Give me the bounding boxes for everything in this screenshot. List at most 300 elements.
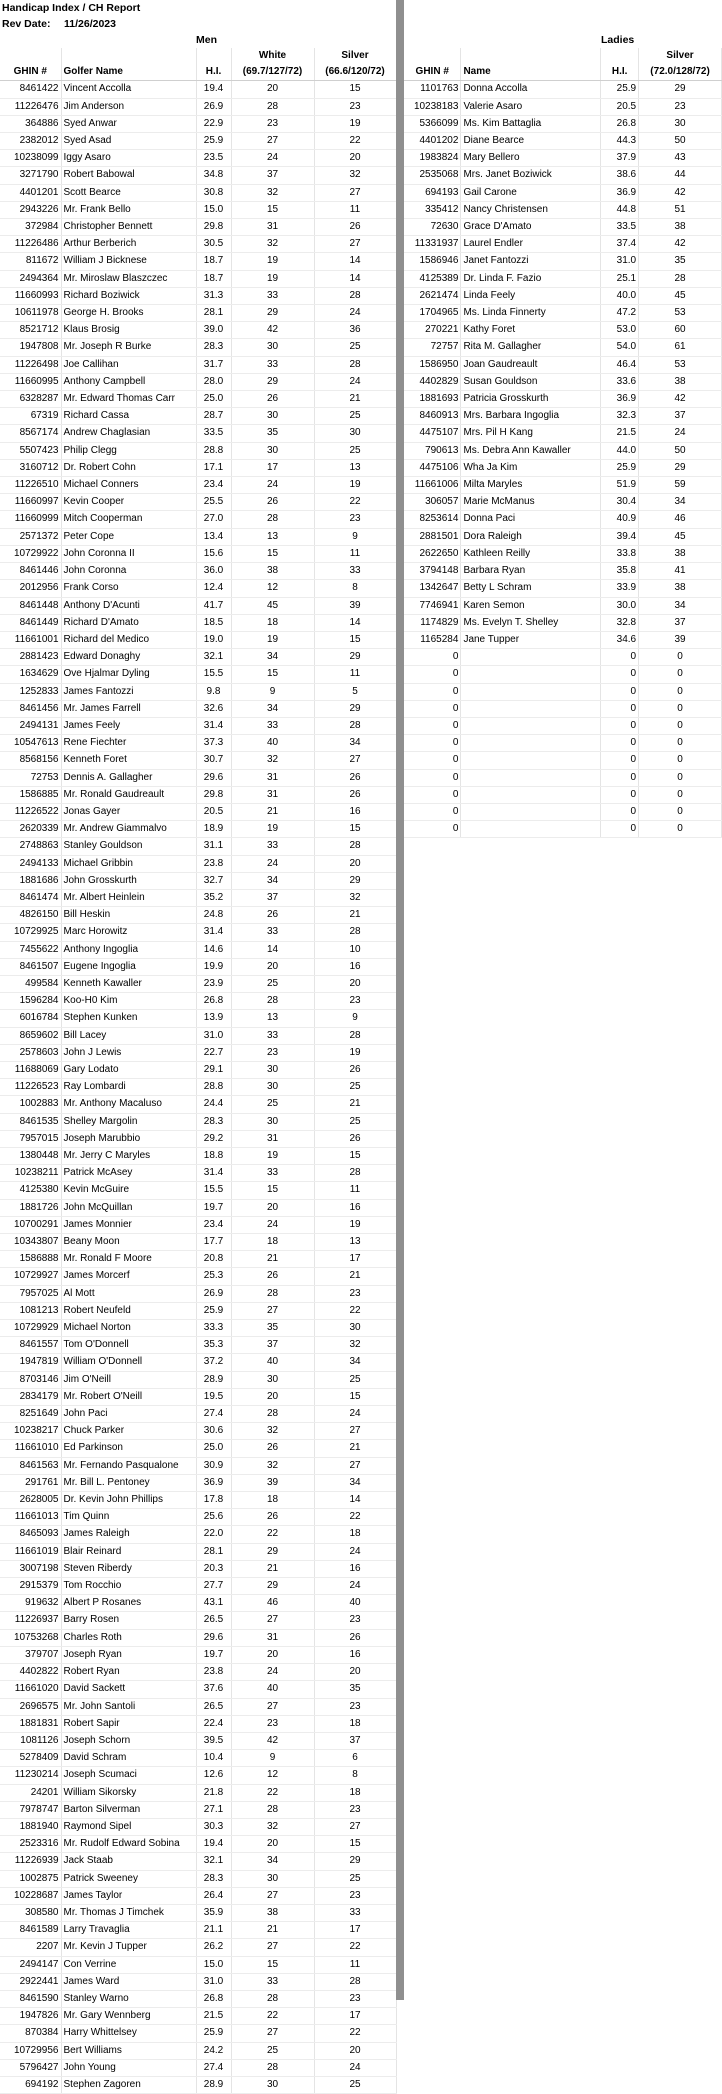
men-row bbox=[0, 580, 396, 597]
men-white-ch-cell: 26 bbox=[231, 1268, 314, 1285]
ladies-row bbox=[404, 631, 722, 648]
men-ghin-cell: 1586885 bbox=[0, 786, 61, 803]
ladies-ghin-cell: 8460913 bbox=[404, 408, 461, 425]
ladies-row bbox=[404, 115, 722, 132]
men-hi-cell: 23.8 bbox=[196, 855, 231, 872]
men-name-cell: James Taylor bbox=[61, 1887, 196, 1904]
men-name-cell: Dennis A. Gallagher bbox=[61, 769, 196, 786]
men-white-ch-cell: 29 bbox=[231, 373, 314, 390]
men-white-ch-cell: 20 bbox=[231, 1388, 314, 1405]
ladies-ghin-cell: 0 bbox=[404, 769, 461, 786]
men-name-cell: Con Verrine bbox=[61, 1956, 196, 1973]
men-silver-ch-cell: 28 bbox=[314, 356, 396, 373]
men-white-ch-cell: 39 bbox=[231, 1474, 314, 1491]
men-hi-cell: 33.3 bbox=[196, 1320, 231, 1337]
men-hi-cell: 29.8 bbox=[196, 786, 231, 803]
ladies-ghin-cell: 0 bbox=[404, 821, 461, 838]
ladies-hi-cell: 44.3 bbox=[601, 133, 639, 150]
men-row bbox=[0, 1199, 396, 1216]
ladies-hi-cell: 33.8 bbox=[601, 545, 639, 562]
men-silver-ch-cell: 23 bbox=[314, 1612, 396, 1629]
men-silver-ch-cell: 9 bbox=[314, 528, 396, 545]
ladies-row bbox=[404, 649, 722, 666]
men-white-ch-cell: 26 bbox=[231, 907, 314, 924]
men-hi-cell: 28.9 bbox=[196, 2076, 231, 2093]
men-silver-ch-cell: 30 bbox=[314, 1320, 396, 1337]
ladies-hi-cell: 38.6 bbox=[601, 167, 639, 184]
men-ghin-cell: 4826150 bbox=[0, 907, 61, 924]
men-row bbox=[0, 1406, 396, 1423]
ladies-row bbox=[404, 408, 722, 425]
men-silver-ch-cell: 28 bbox=[314, 717, 396, 734]
men-row bbox=[0, 1457, 396, 1474]
men-name-cell: Stephen Kunken bbox=[61, 1010, 196, 1027]
ladies-row bbox=[404, 391, 722, 408]
men-row bbox=[0, 855, 396, 872]
ladies-ghin-cell: 790613 bbox=[404, 442, 461, 459]
men-silver-ch-cell: 29 bbox=[314, 872, 396, 889]
men-hi-cell: 14.6 bbox=[196, 941, 231, 958]
men-white-ch-cell: 30 bbox=[231, 1061, 314, 1078]
men-row bbox=[0, 1061, 396, 1078]
men-white-ch-cell: 31 bbox=[231, 769, 314, 786]
ladies-hi-cell: 25.1 bbox=[601, 270, 639, 287]
ladies-silver-ch-cell: 42 bbox=[639, 184, 722, 201]
men-silver-ch-cell: 34 bbox=[314, 735, 396, 752]
men-silver-ch-cell: 15 bbox=[314, 81, 396, 98]
men-white-ch-cell: 33 bbox=[231, 838, 314, 855]
men-name-cell: Steven Riberdy bbox=[61, 1560, 196, 1577]
men-row bbox=[0, 838, 396, 855]
men-white-ch-cell: 30 bbox=[231, 1870, 314, 1887]
men-white-ch-cell: 24 bbox=[231, 1216, 314, 1233]
men-silver-ch-cell: 13 bbox=[314, 1234, 396, 1251]
ladies-row bbox=[404, 81, 722, 98]
ladies-hi-cell: 21.5 bbox=[601, 425, 639, 442]
men-hi-cell: 28.8 bbox=[196, 1079, 231, 1096]
men-hi-cell: 19.4 bbox=[196, 1836, 231, 1853]
ladies-ghin-cell: 8253614 bbox=[404, 511, 461, 528]
men-silver-ch-cell: 28 bbox=[314, 1027, 396, 1044]
men-name-cell: Dr. Robert Cohn bbox=[61, 459, 196, 476]
men-name-cell: Mr. Andrew Giammalvo bbox=[61, 821, 196, 838]
men-hi-cell: 17.7 bbox=[196, 1234, 231, 1251]
men-white-ch-cell: 38 bbox=[231, 1904, 314, 1921]
ladies-name-cell: Milta Maryles bbox=[461, 477, 601, 494]
men-hi-cell: 24.8 bbox=[196, 907, 231, 924]
men-row bbox=[0, 322, 396, 339]
men-hi-cell: 23.5 bbox=[196, 150, 231, 167]
ladies-row bbox=[404, 752, 722, 769]
ladies-row bbox=[404, 769, 722, 786]
men-row bbox=[0, 1113, 396, 1130]
ladies-name-cell: Ms. Linda Finnerty bbox=[461, 305, 601, 322]
men-name-cell: Robert Ryan bbox=[61, 1664, 196, 1681]
men-white-ch-cell: 37 bbox=[231, 1337, 314, 1354]
ladies-row bbox=[404, 167, 722, 184]
men-white-ch-cell: 19 bbox=[231, 253, 314, 270]
men-name-cell: Mr. Edward Thomas Carr bbox=[61, 391, 196, 408]
men-row bbox=[0, 408, 396, 425]
men-white-ch-cell: 25 bbox=[231, 975, 314, 992]
men-name-cell: John McQuillan bbox=[61, 1199, 196, 1216]
men-hi-cell: 24.4 bbox=[196, 1096, 231, 1113]
men-silver-ch-cell: 15 bbox=[314, 631, 396, 648]
men-row bbox=[0, 821, 396, 838]
men-row bbox=[0, 1732, 396, 1749]
men-row bbox=[0, 1285, 396, 1302]
men-name-cell: William J Bicknese bbox=[61, 253, 196, 270]
men-hi-cell: 25.6 bbox=[196, 1509, 231, 1526]
ladies-silver-ch-cell: 39 bbox=[639, 631, 722, 648]
men-white-ch-cell: 40 bbox=[231, 735, 314, 752]
ladies-row bbox=[404, 580, 722, 597]
men-ghin-cell: 364886 bbox=[0, 115, 61, 132]
men-silver-ch-cell: 13 bbox=[314, 459, 396, 476]
men-silver-ch-cell: 23 bbox=[314, 511, 396, 528]
men-name-cell: Mr. Robert O'Neill bbox=[61, 1388, 196, 1405]
men-hi-cell: 30.9 bbox=[196, 1457, 231, 1474]
men-name-cell: Kevin McGuire bbox=[61, 1182, 196, 1199]
ladies-silver-ch-cell: 24 bbox=[639, 425, 722, 442]
ladies-ghin-cell: 306057 bbox=[404, 494, 461, 511]
men-silver-ch-cell: 24 bbox=[314, 305, 396, 322]
men-silver-ch-cell: 24 bbox=[314, 373, 396, 390]
men-white-ch-cell: 29 bbox=[231, 1578, 314, 1595]
ladies-hi-cell: 32.8 bbox=[601, 614, 639, 631]
men-row bbox=[0, 1681, 396, 1698]
men-ghin-cell: 10700291 bbox=[0, 1216, 61, 1233]
ladies-ghin-cell: 0 bbox=[404, 786, 461, 803]
men-white-ch-cell: 19 bbox=[231, 631, 314, 648]
men-silver-ch-cell: 27 bbox=[314, 752, 396, 769]
men-silver-ch-cell: 23 bbox=[314, 1801, 396, 1818]
men-hi-cell: 29.1 bbox=[196, 1061, 231, 1078]
men-row bbox=[0, 2076, 396, 2093]
ladies-ghin-cell: 0 bbox=[404, 700, 461, 717]
men-row bbox=[0, 563, 396, 580]
men-white-ch-cell: 33 bbox=[231, 287, 314, 304]
men-section-title: Men bbox=[196, 34, 217, 46]
ladies-row bbox=[404, 219, 722, 236]
rev-date-label: Rev Date: bbox=[2, 18, 51, 30]
men-name-cell: Mr. Ronald F Moore bbox=[61, 1251, 196, 1268]
ladies-silver-ch-cell: 34 bbox=[639, 494, 722, 511]
men-row bbox=[0, 649, 396, 666]
ladies-name-cell: Ms. Debra Ann Kawaller bbox=[461, 442, 601, 459]
men-ghin-cell: 67319 bbox=[0, 408, 61, 425]
men-name-cell: William O'Donnell bbox=[61, 1354, 196, 1371]
men-white-ch-cell: 34 bbox=[231, 649, 314, 666]
men-ghin-cell: 1002883 bbox=[0, 1096, 61, 1113]
men-silver-ch-cell: 19 bbox=[314, 1216, 396, 1233]
men-silver-ch-cell: 8 bbox=[314, 1767, 396, 1784]
men-row bbox=[0, 1595, 396, 1612]
men-ghin-cell: 308580 bbox=[0, 1904, 61, 1921]
men-white-ch-cell: 14 bbox=[231, 941, 314, 958]
men-white-ch-cell: 33 bbox=[231, 1973, 314, 1990]
men-name-cell: Mitch Cooperman bbox=[61, 511, 196, 528]
men-silver-ch-cell: 24 bbox=[314, 1543, 396, 1560]
men-name-cell: James Monnier bbox=[61, 1216, 196, 1233]
men-white-ch-cell: 30 bbox=[231, 1079, 314, 1096]
men-white-ch-cell: 27 bbox=[231, 1887, 314, 1904]
men-row bbox=[0, 803, 396, 820]
men-ghin-cell: 5507423 bbox=[0, 442, 61, 459]
men-name-cell: James Ward bbox=[61, 1973, 196, 1990]
men-row bbox=[0, 752, 396, 769]
ladies-ghin-cell: 335412 bbox=[404, 201, 461, 218]
ladies-hi-cell: 0 bbox=[601, 769, 639, 786]
ladies-name-cell bbox=[461, 717, 601, 734]
men-row bbox=[0, 872, 396, 889]
men-silver-ch-cell: 21 bbox=[314, 391, 396, 408]
men-row bbox=[0, 2059, 396, 2076]
ladies-ghin-cell: 694193 bbox=[404, 184, 461, 201]
men-row bbox=[0, 769, 396, 786]
ladies-row bbox=[404, 666, 722, 683]
men-white-ch-cell: 15 bbox=[231, 545, 314, 562]
ladies-row bbox=[404, 201, 722, 218]
men-hi-cell: 28.0 bbox=[196, 373, 231, 390]
ladies-silver-ch-cell: 30 bbox=[639, 115, 722, 132]
ladies-silver-ch-cell: 42 bbox=[639, 391, 722, 408]
ladies-silver-ch-cell: 45 bbox=[639, 287, 722, 304]
men-silver-ch-cell: 24 bbox=[314, 2059, 396, 2076]
men-silver-ch-cell: 23 bbox=[314, 1990, 396, 2007]
men-hi-cell: 32.1 bbox=[196, 1853, 231, 1870]
men-row bbox=[0, 236, 396, 253]
men-silver-ch-cell: 19 bbox=[314, 1044, 396, 1061]
men-hi-cell: 41.7 bbox=[196, 597, 231, 614]
men-ghin-cell: 5278409 bbox=[0, 1750, 61, 1767]
men-white-header: White bbox=[231, 48, 314, 64]
men-row bbox=[0, 683, 396, 700]
ladies-name-cell: Mary Bellero bbox=[461, 150, 601, 167]
men-hi-cell: 28.3 bbox=[196, 1113, 231, 1130]
men-silver-ch-cell: 24 bbox=[314, 1578, 396, 1595]
men-silver-ch-cell: 15 bbox=[314, 821, 396, 838]
men-row bbox=[0, 184, 396, 201]
men-silver-ch-cell: 22 bbox=[314, 1939, 396, 1956]
men-silver-ch-cell: 25 bbox=[314, 442, 396, 459]
men-hi-cell: 18.7 bbox=[196, 253, 231, 270]
men-ghin-cell: 72753 bbox=[0, 769, 61, 786]
men-silver-ch-cell: 26 bbox=[314, 1061, 396, 1078]
ladies-name-cell: Susan Gouldson bbox=[461, 373, 601, 390]
men-silver-ch-cell: 16 bbox=[314, 803, 396, 820]
ladies-row bbox=[404, 270, 722, 287]
men-name-cell: Peter Cope bbox=[61, 528, 196, 545]
ladies-name-cell: Dr. Linda F. Fazio bbox=[461, 270, 601, 287]
ladies-name-cell: Mrs. Pil H Kang bbox=[461, 425, 601, 442]
men-row bbox=[0, 1268, 396, 1285]
men-row bbox=[0, 1423, 396, 1440]
ladies-silver-ch-cell: 0 bbox=[639, 666, 722, 683]
men-hi-cell: 13.4 bbox=[196, 528, 231, 545]
men-hi-cell: 32.1 bbox=[196, 649, 231, 666]
men-name-cell: Robert Neufeld bbox=[61, 1302, 196, 1319]
men-row bbox=[0, 133, 396, 150]
men-row bbox=[0, 1302, 396, 1319]
men-hi-cell: 37.2 bbox=[196, 1354, 231, 1371]
men-white-rating-header: (69.7/127/72) bbox=[231, 64, 314, 81]
ladies-silver-ch-cell: 0 bbox=[639, 735, 722, 752]
men-ghin-cell: 1634629 bbox=[0, 666, 61, 683]
men-name-cell: Eugene Ingoglia bbox=[61, 958, 196, 975]
men-row bbox=[0, 528, 396, 545]
ladies-row bbox=[404, 184, 722, 201]
ladies-ghin-cell: 4475107 bbox=[404, 425, 461, 442]
ladies-row bbox=[404, 717, 722, 734]
men-silver-ch-cell: 11 bbox=[314, 666, 396, 683]
men-name-cell: Bill Heskin bbox=[61, 907, 196, 924]
ladies-silver-ch-cell: 0 bbox=[639, 803, 722, 820]
men-ghin-cell: 8461448 bbox=[0, 597, 61, 614]
ladies-hi-cell: 31.0 bbox=[601, 253, 639, 270]
men-row bbox=[0, 700, 396, 717]
men-name-cell: Larry Travaglia bbox=[61, 1922, 196, 1939]
men-name-cell: John J Lewis bbox=[61, 1044, 196, 1061]
men-row bbox=[0, 1922, 396, 1939]
men-silver-ch-cell: 15 bbox=[314, 1836, 396, 1853]
ladies-hi-cell: 30.4 bbox=[601, 494, 639, 511]
men-silver-ch-cell: 16 bbox=[314, 1199, 396, 1216]
ladies-name-cell: Patricia Grosskurth bbox=[461, 391, 601, 408]
men-silver-ch-cell: 37 bbox=[314, 1732, 396, 1749]
men-ghin-cell: 11230214 bbox=[0, 1767, 61, 1784]
ladies-ghin-cell: 1174829 bbox=[404, 614, 461, 631]
ladies-ghin-cell: 11331937 bbox=[404, 236, 461, 253]
men-name-cell: Stephen Zagoren bbox=[61, 2076, 196, 2093]
men-white-ch-cell: 24 bbox=[231, 150, 314, 167]
men-row bbox=[0, 287, 396, 304]
ladies-ghin-cell: 1101763 bbox=[404, 81, 461, 98]
men-hi-cell: 23.9 bbox=[196, 975, 231, 992]
men-name-cell: Joseph Ryan bbox=[61, 1646, 196, 1663]
ladies-silver-ch-cell: 0 bbox=[639, 786, 722, 803]
ladies-row bbox=[404, 339, 722, 356]
ladies-silver-ch-cell: 38 bbox=[639, 373, 722, 390]
men-white-ch-cell: 26 bbox=[231, 494, 314, 511]
men-white-ch-cell: 28 bbox=[231, 1990, 314, 2007]
men-name-cell: Blair Reinard bbox=[61, 1543, 196, 1560]
men-silver-ch-cell: 29 bbox=[314, 1853, 396, 1870]
ladies-hi-cell: 54.0 bbox=[601, 339, 639, 356]
men-white-ch-cell: 25 bbox=[231, 2042, 314, 2059]
ladies-row bbox=[404, 150, 722, 167]
men-ghin-cell: 7957025 bbox=[0, 1285, 61, 1302]
men-name-cell: Syed Asad bbox=[61, 133, 196, 150]
men-row bbox=[0, 1096, 396, 1113]
men-white-ch-cell: 15 bbox=[231, 1182, 314, 1199]
men-name-cell: Stanley Warno bbox=[61, 1990, 196, 2007]
men-row bbox=[0, 1715, 396, 1732]
ladies-hi-cell: 37.9 bbox=[601, 150, 639, 167]
men-ghin-cell: 10238211 bbox=[0, 1165, 61, 1182]
men-row bbox=[0, 545, 396, 562]
men-hi-cell: 37.6 bbox=[196, 1681, 231, 1698]
men-row bbox=[0, 1870, 396, 1887]
men-hi-cell: 27.7 bbox=[196, 1578, 231, 1595]
men-silver-ch-cell: 26 bbox=[314, 1130, 396, 1147]
men-name-cell: Kenneth Foret bbox=[61, 752, 196, 769]
men-silver-ch-cell: 23 bbox=[314, 1887, 396, 1904]
men-ghin-cell: 1380448 bbox=[0, 1148, 61, 1165]
ladies-row bbox=[404, 373, 722, 390]
ladies-row bbox=[404, 98, 722, 115]
men-hi-cell: 27.4 bbox=[196, 1406, 231, 1423]
men-name-cell: Harry Whittelsey bbox=[61, 2025, 196, 2042]
ladies-hi-cell: 30.0 bbox=[601, 597, 639, 614]
men-hi-cell: 22.7 bbox=[196, 1044, 231, 1061]
men-ghin-cell: 8461563 bbox=[0, 1457, 61, 1474]
men-row bbox=[0, 391, 396, 408]
men-white-ch-cell: 40 bbox=[231, 1681, 314, 1698]
men-row bbox=[0, 1440, 396, 1457]
men-name-cell: Richard Cassa bbox=[61, 408, 196, 425]
men-ghin-cell: 11688069 bbox=[0, 1061, 61, 1078]
men-row bbox=[0, 219, 396, 236]
ladies-ghin-cell: 1586950 bbox=[404, 356, 461, 373]
men-hi-cell: 29.2 bbox=[196, 1130, 231, 1147]
men-silver-ch-cell: 32 bbox=[314, 889, 396, 906]
men-ghin-cell: 10753268 bbox=[0, 1629, 61, 1646]
men-ghin-cell: 2943226 bbox=[0, 201, 61, 218]
men-header-row-2 bbox=[0, 64, 396, 81]
men-name-cell: Tom O'Donnell bbox=[61, 1337, 196, 1354]
men-hi-cell: 21.8 bbox=[196, 1784, 231, 1801]
men-ghin-cell: 1252833 bbox=[0, 683, 61, 700]
men-ghin-cell: 11660999 bbox=[0, 511, 61, 528]
ladies-silver-ch-cell: 0 bbox=[639, 752, 722, 769]
men-white-ch-cell: 28 bbox=[231, 1406, 314, 1423]
men-row bbox=[0, 1526, 396, 1543]
men-row bbox=[0, 115, 396, 132]
men-hi-cell: 23.4 bbox=[196, 477, 231, 494]
men-silver-ch-cell: 25 bbox=[314, 1870, 396, 1887]
men-row bbox=[0, 373, 396, 390]
men-row bbox=[0, 459, 396, 476]
men-white-ch-cell: 23 bbox=[231, 1715, 314, 1732]
men-row bbox=[0, 477, 396, 494]
men-silver-rating-header: (66.6/120/72) bbox=[314, 64, 396, 81]
men-white-ch-cell: 38 bbox=[231, 563, 314, 580]
ladies-hi-cell: 35.8 bbox=[601, 563, 639, 580]
men-white-ch-cell: 20 bbox=[231, 958, 314, 975]
men-ghin-cell: 2628005 bbox=[0, 1492, 61, 1509]
ladies-silver-ch-cell: 0 bbox=[639, 769, 722, 786]
men-white-ch-cell: 31 bbox=[231, 219, 314, 236]
men-ghin-cell: 8251649 bbox=[0, 1406, 61, 1423]
ladies-silver-ch-cell: 35 bbox=[639, 253, 722, 270]
men-white-ch-cell: 29 bbox=[231, 1543, 314, 1560]
men-hi-cell: 22.0 bbox=[196, 1526, 231, 1543]
men-row bbox=[0, 1629, 396, 1646]
men-name-cell: Mr. Rudolf Edward Sobina bbox=[61, 1836, 196, 1853]
men-white-ch-cell: 18 bbox=[231, 1234, 314, 1251]
ladies-name-cell: Donna Accolla bbox=[461, 81, 601, 98]
ladies-hi-cell: 44.8 bbox=[601, 201, 639, 218]
ladies-name-cell: Ms. Kim Battaglia bbox=[461, 115, 601, 132]
men-name-cell: Marc Horowitz bbox=[61, 924, 196, 941]
ladies-name-cell: Karen Semon bbox=[461, 597, 601, 614]
men-name-cell: James Morcerf bbox=[61, 1268, 196, 1285]
men-name-cell: Joseph Scumaci bbox=[61, 1767, 196, 1784]
ladies-row bbox=[404, 735, 722, 752]
men-silver-ch-cell: 27 bbox=[314, 1423, 396, 1440]
ladies-ghin-cell: 4475106 bbox=[404, 459, 461, 476]
